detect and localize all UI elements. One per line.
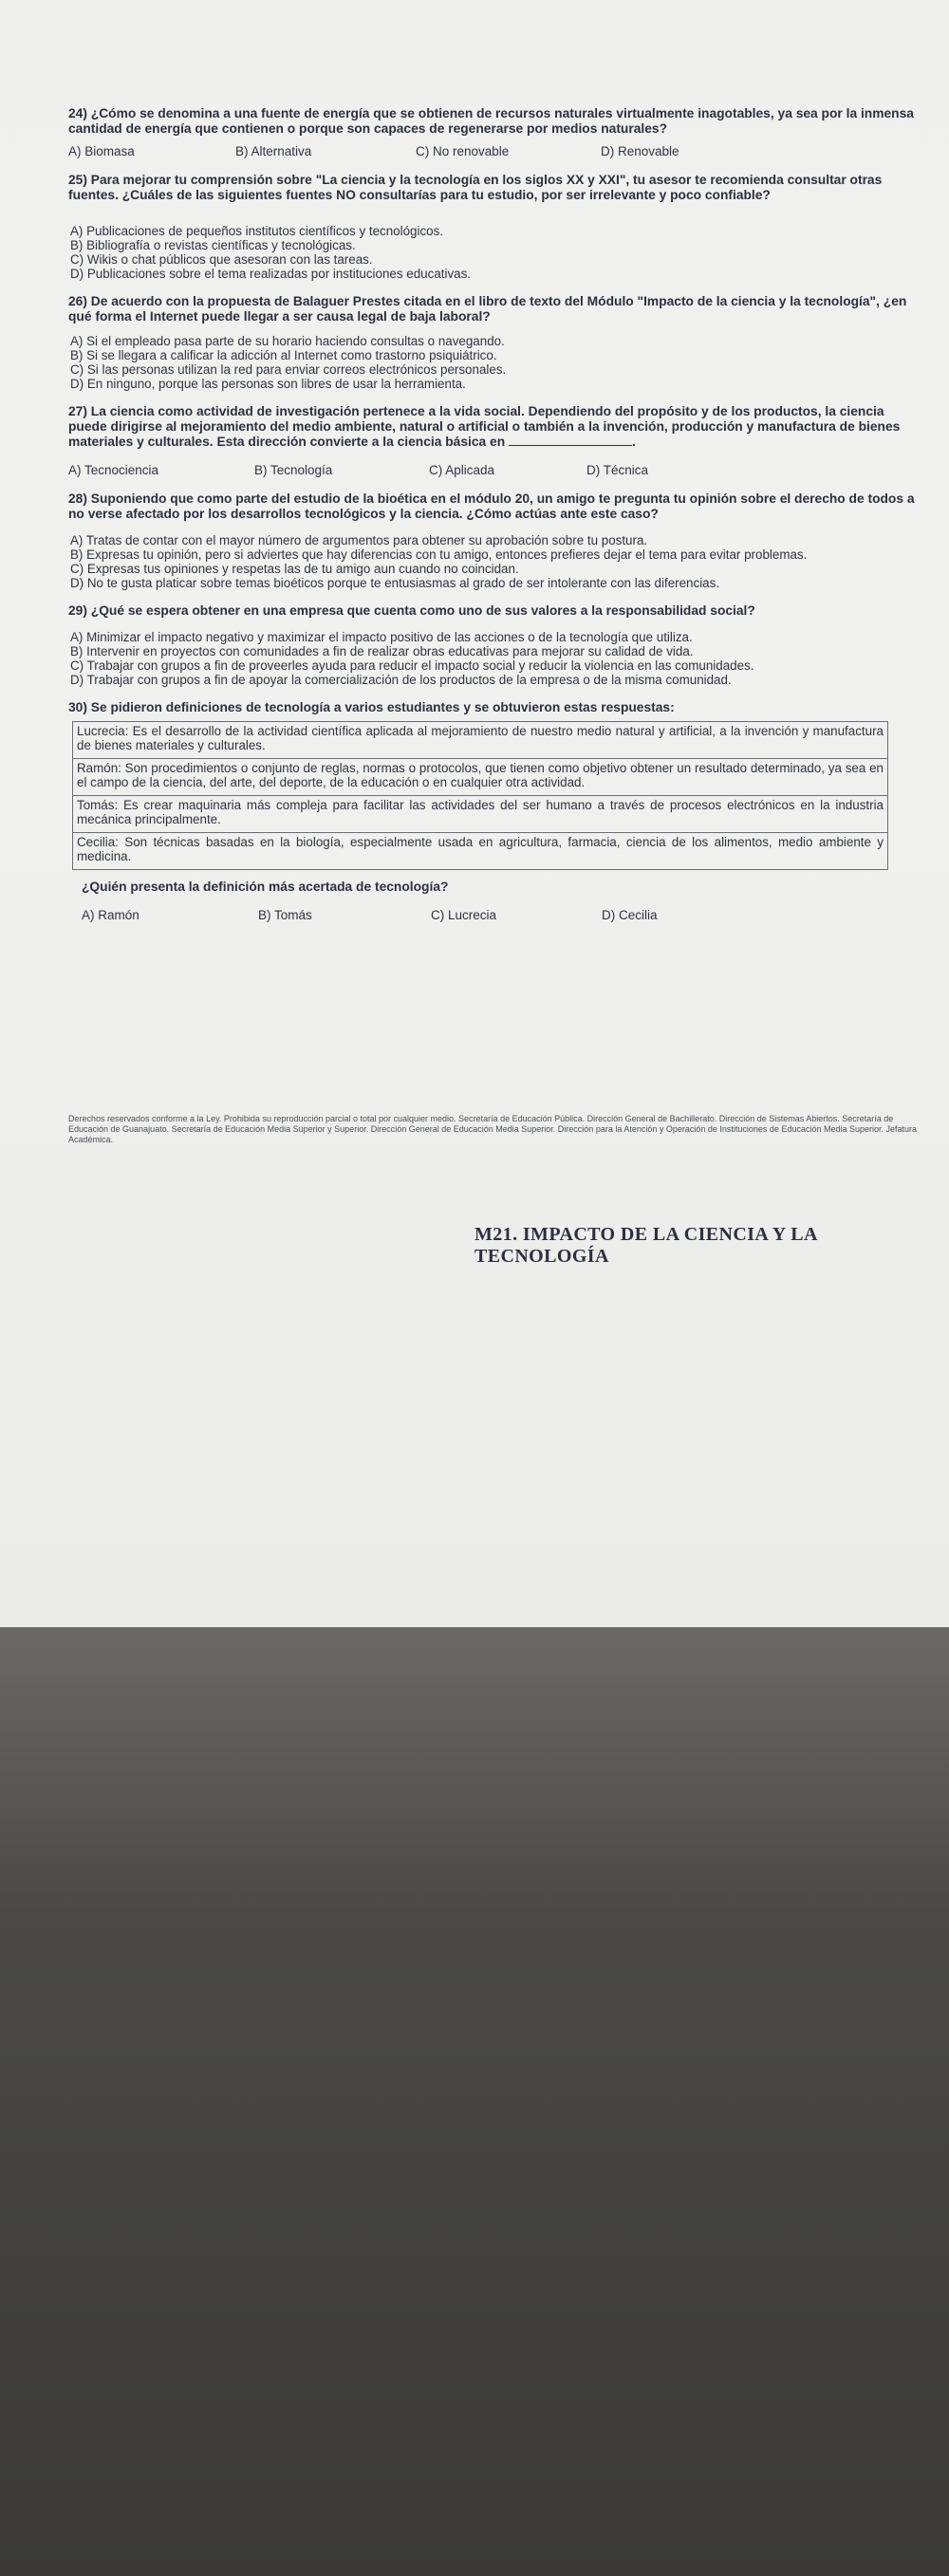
question-30-prompt: ¿Quién presenta la definición más acertada de tecnología?	[82, 880, 449, 894]
question-27	[68, 404, 922, 478]
option-c: C) No renovable	[416, 144, 510, 158]
definitions-table	[72, 721, 888, 870]
option-d: D) Publicaciones sobre el tema realizadas por instituciones educativas.	[70, 267, 472, 281]
question-text: 30) Se pidieron definiciones de tecnología a varios estudiantes y se obtuvieron estas respuestas:	[68, 700, 675, 714]
option-b: B) Expresas tu opinión, pero si adviertes que hay diferencias con tu amigo, entonces prefieres dejar el tema para evitar problemas.	[70, 547, 808, 562]
options-list	[70, 334, 922, 391]
option-c: C) Lucrecia	[431, 908, 497, 922]
options-list	[70, 630, 922, 687]
question-text: 27) La ciencia como actividad de investigación pertenece a la vida social. Dependiendo del propósito y de los productos, la ciencia puede dirigirse al mejoramiento del medio ambiente, natural o artificial o también a la invención, producción y manufactura de bienes materiales y culturales. Esta dirección convierte a la ciencia básica en .	[68, 404, 901, 449]
answer-blank	[509, 436, 632, 446]
option-c: C) Si las personas utilizan la red para enviar correos electrónicos personales.	[70, 362, 507, 377]
option-a: A) Publicaciones de pequeños institutos científicos y tecnológicos.	[70, 224, 444, 238]
option-c: C) Aplicada	[429, 463, 495, 477]
option-b: B) Bibliografía o revistas científicas y tecnológicas.	[70, 238, 356, 252]
options-row	[68, 463, 922, 478]
option-c: C) Wikis o chat públicos que asesoran con las tareas.	[70, 252, 373, 267]
question-26	[68, 294, 922, 391]
option-a: A) Biomasa	[68, 144, 135, 158]
question-text: 26) De acuerdo con la propuesta de Balaguer Prestes citada en el libro de texto del Módulo "Impacto de la ciencia y la tecnología", ¿en qué forma el Internet puede llegar a ser causa legal de baja laboral?	[68, 294, 907, 324]
options-row	[82, 908, 922, 923]
question-29	[68, 603, 922, 687]
option-b: B) Tecnología	[254, 463, 333, 477]
option-d: D) Cecilia	[602, 908, 658, 922]
options-list	[70, 533, 922, 590]
question-25	[68, 173, 922, 281]
option-c: C) Trabajar con grupos a fin de proveerles ayuda para reducir el impacto social y reducir la violencia en las comunidades.	[70, 658, 754, 673]
option-a: A) Ramón	[82, 908, 140, 922]
option-b: B) Si se llegara a calificar la adicción al Internet como trastorno psiquiátrico.	[70, 348, 497, 362]
table-row	[73, 833, 888, 870]
question-text: 25) Para mejorar tu comprensión sobre "La ciencia y la tecnología en los siglos XX y XXI", tu asesor te recomienda consultar otras fuentes. ¿Cuáles de las siguientes fuentes NO consultarías para tu estudio, por ser irrelevante y poco confiable?	[68, 173, 883, 202]
definition-tomas: Tomás: Es crear maquinaria más compleja para facilitar las actividades del ser humano a través de procesos electrónicos en la industria mecánica principalmente.	[73, 796, 888, 833]
table-row	[73, 759, 888, 796]
definition-lucrecia: Lucrecia: Es el desarrollo de la actividad científica aplicada al mejoramiento de nuestro medio natural y artificial, a la invención y manufactura de bienes materiales y culturales.	[73, 722, 888, 759]
table-row	[73, 796, 888, 833]
exam-content	[68, 106, 922, 936]
option-a: A) Tecnociencia	[68, 463, 159, 477]
copyright-footer: Derechos reservados conforme a la Ley. Prohibida su reproducción parcial o total por cualquier medio. Secretaría de Educación Pública. Dirección General de Bachillerato. Dirección de Sistemas Abiertos. Secretaría de Educación de Guanajuato. Secretaría de Educación Media Superior y Superior. Dirección General de Educación Media Superior. Dirección para la Atención y Operación de Instituciones de Educación Media Superior. Jefatura Académica.	[68, 1114, 918, 1144]
question-30	[68, 700, 922, 923]
option-b: B) Alternativa	[235, 144, 312, 158]
question-text: 29) ¿Qué se espera obtener en una empresa que cuenta como uno de sus valores a la responsabilidad social?	[68, 603, 755, 618]
question-24	[68, 106, 922, 159]
definition-cecilia: Cecilia: Son técnicas basadas en la biología, especialmente usada en agricultura, farmacia, ciencia de los alimentos, medio ambiente y medicina.	[73, 833, 888, 870]
option-a: A) Minimizar el impacto negativo y maximizar el impacto positivo de las acciones o de la tecnología que utiliza.	[70, 630, 693, 644]
question-text: 24) ¿Cómo se denomina a una fuente de energía que se obtienen de recursos naturales virtualmente inagotables, ya sea por la inmensa cantidad de energía que contienen o porque son capaces de regenerarse por medios naturales?	[68, 106, 914, 136]
options-row	[68, 144, 922, 159]
option-a: A) Tratas de contar con el mayor número de argumentos para obtener su aprobación sobre tu postura.	[70, 533, 648, 547]
question-text: 28) Suponiendo que como parte del estudio de la bioética en el módulo 20, un amigo te pregunta tu opinión sobre el derecho de todos a no verse afectado por los desarrollos tecnológicos y la ciencia. ¿Cómo actúas ante este caso?	[68, 491, 915, 521]
option-b: B) Intervenir en proyectos con comunidades a fin de realizar obras educativas para mejorar su calidad de vida.	[70, 644, 694, 658]
table-row	[73, 722, 888, 759]
option-d: D) Renovable	[601, 144, 679, 158]
option-a: A) Si el empleado pasa parte de su horario haciendo consultas o navegando.	[70, 334, 505, 348]
options-list	[70, 224, 922, 281]
option-c: C) Expresas tus opiniones y respetas las de tu amigo aun cuando no coincidan.	[70, 562, 519, 576]
option-d: D) Técnica	[586, 463, 649, 477]
definition-ramon: Ramón: Son procedimientos o conjunto de reglas, normas o protocolos, que tienen como objetivo obtener un resultado determinado, ya sea en el campo de la ciencia, del arte, del deporte, de la educación o en cualquier otra actividad.	[73, 759, 888, 796]
question-text-body: 27) La ciencia como actividad de investigación pertenece a la vida social. Dependiendo del propósito y de los productos, la ciencia puede dirigirse al mejoramiento del medio ambiente, natural o artificial o también a la invención, producción y manufactura de bienes materiales y culturales. Esta dirección convierte a la ciencia básica en	[68, 404, 901, 449]
module-title: M21. IMPACTO DE LA CIENCIA Y LA TECNOLOGÍA	[474, 1224, 817, 1267]
option-d: D) Trabajar con grupos a fin de apoyar la comercialización de los productos de la empresa o de la misma comunidad.	[70, 673, 732, 687]
option-b: B) Tomás	[258, 908, 312, 922]
question-28	[68, 491, 922, 590]
background-surface	[0, 1627, 949, 2576]
option-d: D) En ninguno, porque las personas son libres de usar la herramienta.	[70, 377, 466, 391]
option-d: D) No te gusta platicar sobre temas bioéticos porque te entusiasmas al grado de ser intolerante con las diferencias.	[70, 576, 720, 590]
